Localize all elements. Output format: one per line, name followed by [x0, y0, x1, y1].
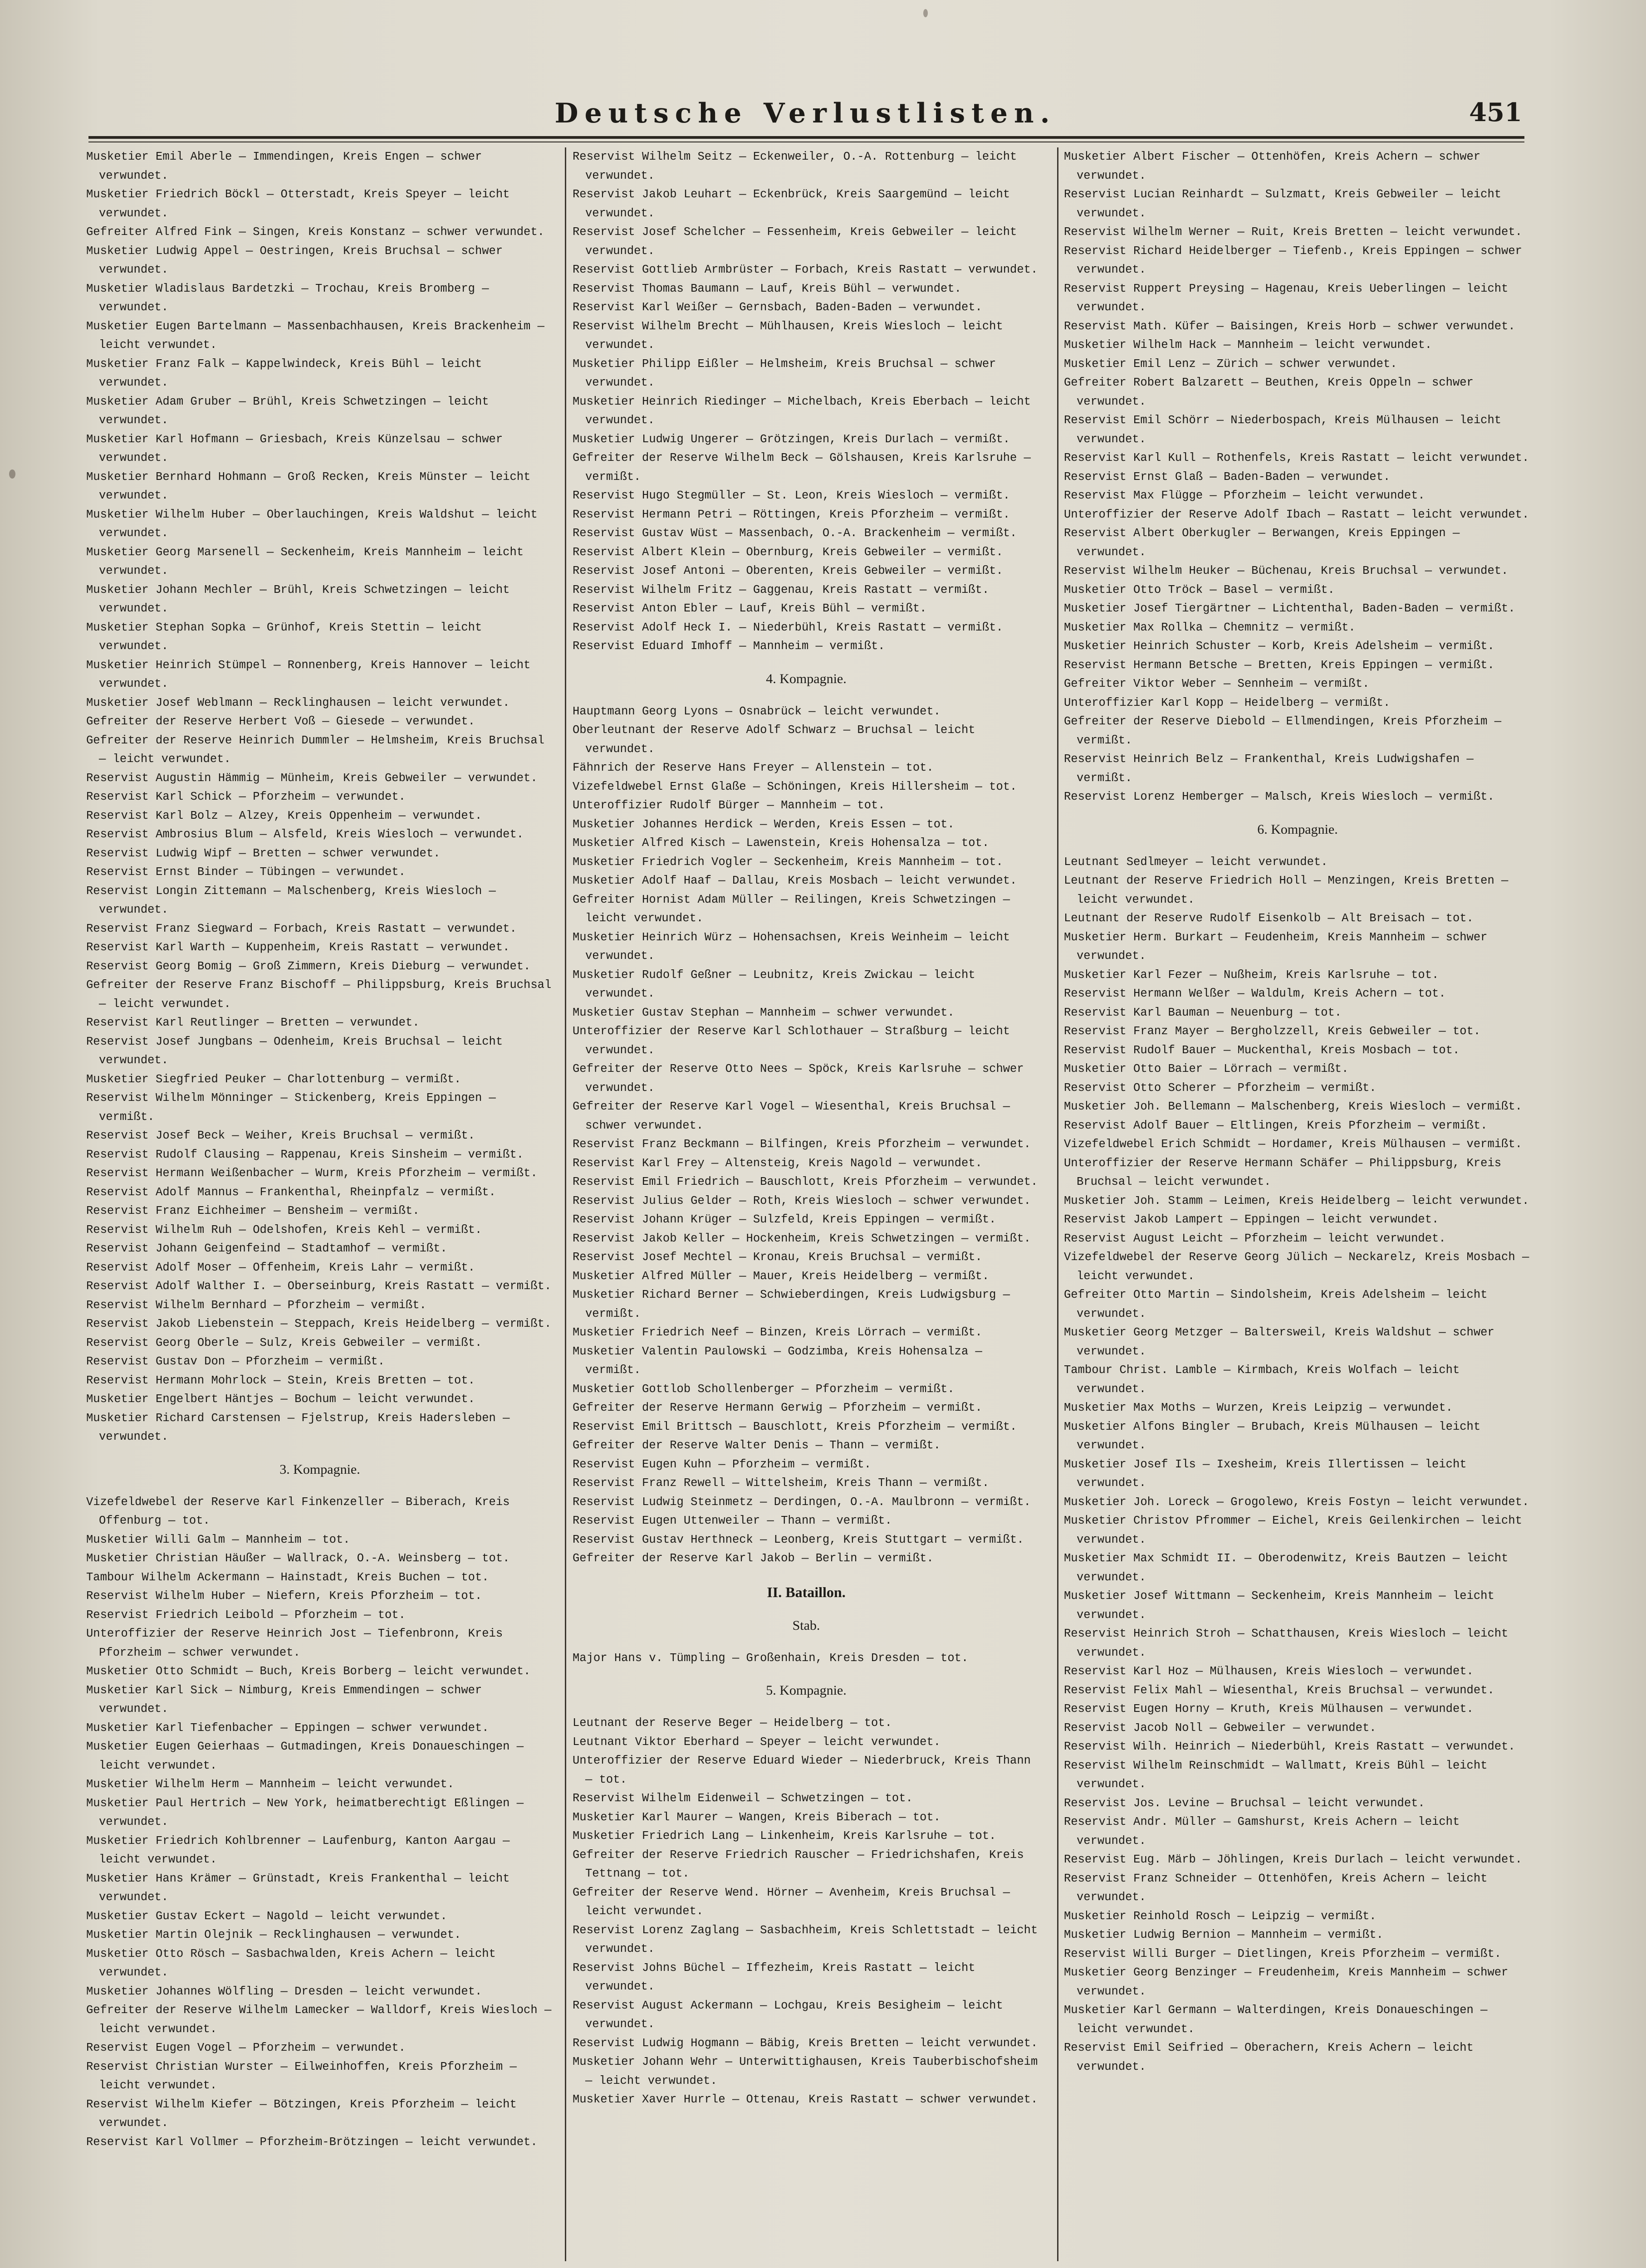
casualty-entry: Gefreiter der Reserve Karl Vogel — Wiesenthal, Kreis Bruchsal — schwer verwundet.: [573, 1100, 1010, 1132]
page-title: Deutsche Verlustlisten.: [554, 98, 1056, 129]
casualty-entry: Gefreiter der Reserve Otto Nees — Spöck, Kreis Karlsruhe — schwer verwundet.: [573, 1062, 1024, 1095]
column-divider-1: [565, 147, 566, 2261]
casualty-entry: Reservist Hermann Mohrlock — Stein, Kreis Bretten — tot.: [86, 1374, 475, 1387]
casualty-entry: Musketier Heinrich Riedinger — Michelbach, Kreis Eberbach — leicht verwundet.: [573, 395, 1031, 427]
casualty-entry: Musketier Karl Tiefenbacher — Eppingen — schwer verwundet.: [86, 1721, 489, 1735]
casualty-entry: Reservist Heinrich Stroh — Schatthausen, Kreis Wiesloch — leicht verwundet.: [1064, 1627, 1509, 1659]
casualty-entry: Musketier Ludwig Appel — Oestringen, Kreis Bruchsal — schwer verwundet.: [86, 244, 503, 276]
casualty-entry: Reservist Emil Schörr — Niederbospach, Kreis Mülhausen — leicht verwundet.: [1064, 414, 1502, 446]
casualty-entry: Reservist Karl Reutlinger — Bretten — verwundet.: [86, 1016, 420, 1029]
casualty-entry: Musketier Herm. Burkart — Feudenheim, Kreis Mannheim — schwer verwundet.: [1064, 930, 1488, 963]
casualty-entry: Reservist Franz Eichheimer — Bensheim — vermißt.: [86, 1204, 420, 1217]
casualty-entry: Reservist Josef Jungbans — Odenheim, Kreis Bruchsal — leicht verwundet.: [86, 1035, 503, 1067]
casualty-entry: Reservist Thomas Baumann — Lauf, Kreis Bühl — verwundet.: [573, 282, 961, 295]
casualty-entry: Reservist Ernst Binder — Tübingen — verwundet.: [86, 865, 406, 879]
casualty-entry: Reservist Felix Mahl — Wiesenthal, Kreis Bruchsal — verwundet.: [1064, 1683, 1494, 1697]
casualty-entry: Tambour Wilhelm Ackermann — Hainstadt, Kreis Buchen — tot.: [86, 1570, 489, 1584]
casualty-entry: Reservist Ludwig Hogmann — Bäbig, Kreis Bretten — leicht verwundet.: [573, 2036, 1038, 2050]
casualty-entry: Musketier Alfred Kisch — Lawenstein, Kreis Hohensalza — tot.: [573, 836, 990, 850]
casualty-entry: Reservist Ludwig Steinmetz — Derdingen, O.-A. Maulbronn — vermißt.: [573, 1495, 1031, 1509]
casualty-entry: Reservist Christian Wurster — Eilweinhoffen, Kreis Pforzheim — leicht verwundet.: [86, 2060, 517, 2092]
column-2: [573, 147, 1040, 2268]
casualty-entry: Musketier Valentin Paulowski — Godzimba, Kreis Hohensalza — vermißt.: [573, 1344, 982, 1377]
casualty-entry: Musketier Josef Weblmann — Recklinghausen — leicht verwundet.: [86, 696, 510, 709]
casualty-entry: Reservist Wilhelm Werner — Ruit, Kreis Bretten — leicht verwundet.: [1064, 225, 1522, 239]
casualty-entry: Reservist Hermann Petri — Röttingen, Kreis Pforzheim — vermißt.: [573, 508, 1010, 521]
casualty-entry: Reservist Karl Warth — Kuppenheim, Kreis Rastatt — verwundet.: [86, 941, 510, 954]
casualty-entry: Musketier Josef Wittmann — Seckenheim, Kreis Mannheim — leicht verwundet.: [1064, 1589, 1494, 1622]
casualty-entry: Reservist Wilhelm Mönninger — Stickenberg, Kreis Eppingen — vermißt.: [86, 1091, 496, 1124]
casualty-entry: Reservist Richard Heidelberger — Tiefenb., Kreis Eppingen — schwer verwundet.: [1064, 244, 1522, 276]
casualty-entry: Reservist Hugo Stegmüller — St. Leon, Kreis Wiesloch — vermißt.: [573, 489, 1010, 502]
casualty-entry: Musketier Karl Maurer — Wangen, Kreis Biberach — tot.: [573, 1810, 941, 1824]
casualty-entry: Unteroffizier Rudolf Bürger — Mannheim — tot.: [573, 799, 885, 812]
casualty-entry: Reservist Franz Siegward — Forbach, Kreis Rastatt — verwundet.: [86, 922, 517, 935]
casualty-entry: Musketier Richard Berner — Schwieberdingen, Kreis Ludwigsburg — vermißt.: [573, 1288, 1010, 1320]
casualty-entry: Leutnant Sedlmeyer — leicht verwundet.: [1064, 855, 1328, 869]
casualty-entry: Musketier Johannes Wölfling — Dresden — leicht verwundet.: [86, 1984, 482, 1998]
casualty-entry: Reservist Jos. Levine — Bruchsal — leicht verwundet.: [1064, 1796, 1425, 1810]
casualty-entry: Vizefeldwebel Erich Schmidt — Hordamer, Kreis Mülhausen — vermißt.: [1064, 1138, 1522, 1151]
casualty-entry: Reservist Wilhelm Reinschmidt — Wallmatt, Kreis Bühl — leicht verwundet.: [1064, 1759, 1488, 1791]
casualty-entry: Reservist Eugen Vogel — Pforzheim — verwundet.: [86, 2041, 406, 2054]
casualty-entry: Musketier Joh. Stamm — Leimen, Kreis Heidelberg — leicht verwundet.: [1064, 1194, 1529, 1207]
casualty-entry: Musketier Eugen Geierhaas — Gutmadingen, Kreis Donaueschingen — leicht verwundet.: [86, 1740, 524, 1772]
casualty-entry: Musketier Wilhelm Huber — Oberlauchingen, Kreis Waldshut — leicht verwundet.: [86, 508, 538, 540]
casualty-entry: Musketier Georg Benzinger — Freudenheim, Kreis Mannheim — schwer verwundet.: [1064, 1966, 1509, 1998]
casualty-entry: Gefreiter Alfred Fink — Singen, Kreis Konstanz — schwer verwundet.: [86, 225, 544, 239]
casualty-entry: Reservist Gustav Herthneck — Leonberg, Kreis Stuttgart — vermißt.: [573, 1533, 1024, 1546]
casualty-entry: Musketier Adam Gruber — Brühl, Kreis Schwetzingen — leicht verwundet.: [86, 395, 489, 427]
column-divider-2: [1057, 147, 1058, 2261]
casualty-entry: Reservist Eugen Horny — Kruth, Kreis Mülhausen — verwundet.: [1064, 1702, 1474, 1716]
casualty-entry: Reservist Math. Küfer — Baisingen, Kreis Horb — schwer verwundet.: [1064, 319, 1515, 333]
casualty-entry: Musketier Josef Ils — Ixesheim, Kreis Illertissen — leicht verwundet.: [1064, 1457, 1467, 1490]
casualty-entry: Gefreiter der Reserve Walter Denis — Thann — vermißt.: [573, 1439, 941, 1452]
casualty-entry: Musketier Max Moths — Wurzen, Kreis Leipzig — verwundet.: [1064, 1401, 1453, 1414]
casualty-entry: Musketier Christov Pfrommer — Eichel, Kreis Geilenkirchen — leicht verwundet.: [1064, 1514, 1522, 1546]
casualty-entry: Reservist Franz Rewell — Wittelsheim, Kreis Thann — vermißt.: [573, 1476, 990, 1490]
casualty-entry: Unteroffizier Karl Kopp — Heidelberg — vermißt.: [1064, 696, 1391, 709]
casualty-entry: Gefreiter der Reserve Karl Jakob — Berlin — vermißt.: [573, 1552, 934, 1565]
casualty-entry: Reservist Willi Burger — Dietlingen, Kreis Pforzheim — vermißt.: [1064, 1947, 1502, 1960]
casualty-entry: Reservist Gottlieb Armbrüster — Forbach, Kreis Rastatt — verwundet.: [573, 263, 1038, 276]
casualty-entry: Reservist Gustav Wüst — Massenbach, O.-A. Brackenheim — vermißt.: [573, 527, 1017, 540]
ink-spot: [923, 9, 928, 17]
casualty-entry: Musketier Otto Schmidt — Buch, Kreis Borberg — leicht verwundet.: [86, 1665, 531, 1678]
casualty-entry: Musketier Max Schmidt II. — Oberodenwitz, Kreis Bautzen — leicht verwundet.: [1064, 1552, 1509, 1584]
casualty-entry: Oberleutnant der Reserve Adolf Schwarz — Bruchsal — leicht verwundet.: [573, 723, 975, 756]
casualty-entry: Musketier Karl Germann — Walterdingen, Kreis Donaueschingen — leicht verwundet.: [1064, 2004, 1488, 2036]
casualty-entry: Reservist Julius Gelder — Roth, Kreis Wiesloch — schwer verwundet.: [573, 1194, 1031, 1207]
casualty-entry: Reservist Adolf Heck I. — Niederbühl, Kreis Rastatt — vermißt.: [573, 621, 1003, 634]
casualty-entry: Musketier Alfred Müller — Mauer, Kreis Heidelberg — vermißt.: [573, 1269, 990, 1283]
casualty-entry: Gefreiter der Reserve Franz Bischoff — Philippsburg, Kreis Bruchsal — leicht verwundet.: [86, 978, 552, 1011]
casualty-entry: Musketier Otto Rösch — Sasbachwalden, Kreis Achern — leicht verwundet.: [86, 1947, 496, 1979]
casualty-entry: Leutnant der Reserve Rudolf Eisenkolb — Alt Breisach — tot.: [1064, 912, 1474, 925]
casualty-entry: Reservist Albert Oberkugler — Berwangen, Kreis Eppingen — verwundet.: [1064, 527, 1460, 559]
page-number: 451: [1469, 98, 1522, 127]
casualty-entry: Gefreiter Robert Balzarett — Beuthen, Kreis Oppeln — schwer verwundet.: [1064, 376, 1474, 408]
casualty-entry: Reservist Emil Seifried — Oberachern, Kreis Achern — leicht verwundet.: [1064, 2041, 1474, 2073]
casualty-entry: Reservist Johann Krüger — Sulzfeld, Kreis Eppingen — vermißt.: [573, 1213, 996, 1226]
casualty-entry: Reservist Eugen Kuhn — Pforzheim — vermißt.: [573, 1457, 872, 1471]
casualty-entry: Reservist Karl Frey — Altensteig, Kreis Nagold — verwundet.: [573, 1156, 982, 1170]
casualty-entry: Gefreiter Otto Martin — Sindolsheim, Kreis Adelsheim — leicht verwundet.: [1064, 1288, 1488, 1320]
casualty-entry: Reservist Franz Schneider — Ottenhöfen, Kreis Achern — leicht verwundet.: [1064, 1872, 1488, 1904]
column-3: [1064, 147, 1531, 2268]
casualty-entry: Reservist Johann Geigenfeind — Stadtamhof — vermißt.: [86, 1242, 447, 1255]
casualty-entry: Musketier Gustav Eckert — Nagold — leicht verwundet.: [86, 1909, 447, 1923]
casualty-entry: Musketier Franz Falk — Kappelwindeck, Kreis Bühl — leicht verwundet.: [86, 357, 482, 389]
casualty-entry: Musketier Richard Carstensen — Fjelstrup, Kreis Hadersleben — verwundet.: [86, 1411, 510, 1443]
ink-spot: [9, 469, 15, 479]
casualty-entry: Reservist Adolf Walther I. — Oberseinburg, Kreis Rastatt — vermißt.: [86, 1280, 552, 1293]
casualty-entry: Gefreiter Hornist Adam Müller — Reilingen, Kreis Schwetzingen — leicht verwundet.: [573, 893, 1010, 925]
casualty-entry: Reservist Johns Büchel — Iffezheim, Kreis Rastatt — leicht verwundet.: [573, 1961, 975, 1993]
casualty-entry: Musketier Johann Wehr — Unterwittighausen, Kreis Tauberbischofsheim — leicht verwundet.: [573, 2055, 1038, 2087]
casualty-entry: Reservist Wilhelm Kiefer — Bötzingen, Kreis Pforzheim — leicht verwundet.: [86, 2097, 517, 2130]
casualty-entry: Reservist Wilhelm Fritz — Gaggenau, Kreis Rastatt — vermißt.: [573, 583, 990, 596]
casualty-entry: Unteroffizier der Reserve Hermann Schäfer — Philippsburg, Kreis Bruchsal — leicht verwundet.: [1064, 1156, 1502, 1188]
casualty-entry: Hauptmann Georg Lyons — Osnabrück — leicht verwundet.: [573, 704, 941, 718]
casualty-entry: Reservist Rudolf Bauer — Muckenthal, Kreis Mosbach — tot.: [1064, 1043, 1460, 1057]
casualty-entry: Reservist Emil Brittsch — Bauschlott, Kreis Pforzheim — vermißt.: [573, 1420, 1017, 1433]
section-heading: II. Bataillon.: [767, 1584, 846, 1600]
casualty-entry: Musketier Stephan Sopka — Grünhof, Kreis Stettin — leicht verwundet.: [86, 621, 482, 653]
casualty-entry: Musketier Joh. Bellemann — Malschenberg, Kreis Wiesloch — vermißt.: [1064, 1100, 1522, 1113]
casualty-entry: Reservist Josef Schelcher — Fessenheim, Kreis Gebweiler — leicht verwundet.: [573, 225, 1017, 258]
casualty-entry: Gefreiter der Reserve Wilhelm Lamecker — Walldorf, Kreis Wiesloch — leicht verwundet.: [86, 2004, 552, 2036]
casualty-entry: Musketier Heinrich Schuster — Korb, Kreis Adelsheim — vermißt.: [1064, 640, 1494, 653]
casualty-entry: Musketier Max Rollka — Chemnitz — vermißt.: [1064, 621, 1356, 634]
casualty-entry: Musketier Wilhelm Herm — Mannheim — leicht verwundet.: [86, 1778, 455, 1791]
casualty-entry: Reservist Adolf Mannus — Frankenthal, Rheinpfalz — vermißt.: [86, 1185, 496, 1199]
casualty-entry: Reservist August Ackermann — Lochgau, Kreis Besigheim — leicht verwundet.: [573, 1999, 1003, 2031]
casualty-entry: Musketier Friedrich Böckl — Otterstadt, Kreis Speyer — leicht verwundet.: [86, 188, 510, 220]
casualty-entry: Musketier Hans Krämer — Grünstadt, Kreis Frankenthal — leicht verwundet.: [86, 1872, 510, 1904]
casualty-entry: Reservist Wilh. Heinrich — Niederbühl, Kreis Rastatt — verwundet.: [1064, 1740, 1515, 1753]
casualty-entry: Leutnant der Reserve Friedrich Holl — Menzingen, Kreis Bretten — leicht verwundet.: [1064, 874, 1509, 906]
casualty-entry: Reservist Jakob Leuhart — Eckenbrück, Kreis Saargemünd — leicht verwundet.: [573, 188, 1010, 220]
casualty-entry: Musketier Ludwig Bernion — Mannheim — vermißt.: [1064, 1928, 1383, 1941]
casualty-entry: Musketier Christian Häußer — Wallrack, O.-A. Weinsberg — tot.: [86, 1552, 510, 1565]
casualty-entry: Reservist Jakob Lampert — Eppingen — leicht verwundet.: [1064, 1213, 1439, 1226]
casualty-entry: Musketier Johannes Herdick — Werden, Kreis Essen — tot.: [573, 817, 955, 831]
casualty-entry: Gefreiter der Reserve Wilhelm Beck — Gölshausen, Kreis Karlsruhe — vermißt.: [573, 451, 1031, 484]
casualty-entry: Unteroffizier der Reserve Adolf Ibach — Rastatt — leicht verwundet.: [1064, 508, 1529, 521]
section-heading: 4. Kompagnie.: [766, 671, 847, 686]
casualty-entry: Reservist Lorenz Zaglang — Sasbachheim, Kreis Schlettstadt — leicht verwundet.: [573, 1923, 1038, 1955]
casualty-entry: Reservist Franz Beckmann — Bilfingen, Kreis Pforzheim — verwundet.: [573, 1138, 1031, 1151]
casualty-entry: Reservist Jakob Keller — Hockenheim, Kreis Schwetzingen — vermißt.: [573, 1232, 1031, 1245]
casualty-entry: Gefreiter der Reserve Herbert Voß — Giesede — verwundet.: [86, 715, 475, 728]
casualty-entry: Reservist Lucian Reinhardt — Sulzmatt, Kreis Gebweiler — leicht verwundet.: [1064, 188, 1502, 220]
page-header: [88, 98, 1522, 134]
casualty-entry: Reservist Wilhelm Bernhard — Pforzheim — vermißt.: [86, 1298, 426, 1312]
casualty-entry: Musketier Paul Hertrich — New York, heimatberechtigt Eßlingen — verwundet.: [86, 1796, 524, 1828]
casualty-entry: Musketier Friedrich Vogler — Seckenheim, Kreis Mannheim — tot.: [573, 855, 1003, 869]
casualty-entry: Tambour Christ. Lamble — Kirmbach, Kreis Wolfach — leicht verwundet.: [1064, 1364, 1460, 1396]
casualty-entry: Leutnant der Reserve Beger — Heidelberg — tot.: [573, 1716, 892, 1730]
casualty-entry: Musketier Gottlob Schollenberger — Pforzheim — vermißt.: [573, 1382, 955, 1396]
casualty-entry: Reservist Andr. Müller — Gamshurst, Kreis Achern — leicht verwundet.: [1064, 1815, 1460, 1848]
section-heading: 5. Kompagnie.: [766, 1683, 847, 1698]
casualty-entry: Musketier Friedrich Neef — Binzen, Kreis Lörrach — vermißt.: [573, 1326, 982, 1339]
casualty-entry: Reservist Karl Kull — Rothenfels, Kreis Rastatt — leicht verwundet.: [1064, 451, 1529, 464]
casualty-entry: Reservist Eduard Imhoff — Mannheim — vermißt.: [573, 640, 885, 653]
casualty-entry: Musketier Otto Baier — Lörrach — vermißt.: [1064, 1062, 1349, 1075]
casualty-entry: Reservist Hermann Betsche — Bretten, Kreis Eppingen — vermißt.: [1064, 658, 1494, 672]
casualty-entry: Leutnant Viktor Eberhard — Speyer — leicht verwundet.: [573, 1735, 941, 1749]
casualty-entry: Musketier Gustav Stephan — Mannheim — schwer verwundet.: [573, 1006, 955, 1019]
casualty-entry: Reservist Eugen Uttenweiler — Thann — vermißt.: [573, 1514, 892, 1527]
casualty-entry: Reservist Ruppert Preysing — Hagenau, Kreis Ueberlingen — leicht verwundet.: [1064, 282, 1509, 314]
casualty-entry: Reservist Jacob Noll — Gebweiler — verwundet.: [1064, 1721, 1377, 1735]
casualty-entry: Musketier Alfons Bingler — Brubach, Kreis Mülhausen — leicht verwundet.: [1064, 1420, 1481, 1452]
casualty-entry: Reservist Josef Antoni — Oberenten, Kreis Gebweiler — vermißt.: [573, 564, 1003, 577]
casualty-entry: Musketier Adolf Haaf — Dallau, Kreis Mosbach — leicht verwundet.: [573, 874, 1017, 887]
casualty-entry: Reservist Friedrich Leibold — Pforzheim — tot.: [86, 1608, 406, 1622]
casualty-entry: Musketier Rudolf Geßner — Leubnitz, Kreis Zwickau — leicht verwundet.: [573, 968, 975, 1000]
casualty-entry: Reservist Wilhelm Brecht — Mühlhausen, Kreis Wiesloch — leicht verwundet.: [573, 319, 1003, 352]
casualty-entry: Reservist Hermann Welßer — Waldulm, Kreis Achern — tot.: [1064, 987, 1446, 1000]
casualty-entry: Reservist Rudolf Clausing — Rappenau, Kreis Sinsheim — vermißt.: [86, 1148, 524, 1161]
casualty-entry: Musketier Heinrich Würz — Hohensachsen, Kreis Weinheim — leicht verwundet.: [573, 930, 1010, 963]
casualty-entry: Musketier Heinrich Stümpel — Ronnenberg, Kreis Hannover — leicht verwundet.: [86, 658, 531, 690]
casualty-entry: Reservist Georg Oberle — Sulz, Kreis Gebweiler — vermißt.: [86, 1336, 482, 1349]
casualty-entry: Vizefeldwebel der Reserve Georg Jülich — Neckarelz, Kreis Mosbach — leicht verwundet.: [1064, 1251, 1529, 1283]
casualty-entry: Reservist Ludwig Wipf — Bretten — schwer verwundet.: [86, 846, 441, 860]
casualty-entry: Fähnrich der Reserve Hans Freyer — Allenstein — tot.: [573, 761, 934, 774]
casualty-entry: Reservist Karl Hoz — Mülhausen, Kreis Wiesloch — verwundet.: [1064, 1665, 1474, 1678]
casualty-entry: Reservist Josef Mechtel — Kronau, Kreis Bruchsal — vermißt.: [573, 1251, 982, 1264]
casualty-entry: Reservist Wilhelm Heuker — Büchenau, Kreis Bruchsal — verwundet.: [1064, 564, 1509, 577]
section-heading: 6. Kompagnie.: [1257, 821, 1338, 837]
casualty-entry: Reservist Wilhelm Eidenweil — Schwetzingen — tot.: [573, 1792, 913, 1805]
casualty-entry: Musketier Xaver Hurrle — Ottenau, Kreis Rastatt — schwer verwundet.: [573, 2093, 1038, 2106]
casualty-entry: Reservist Gustav Don — Pforzheim — vermißt.: [86, 1355, 385, 1368]
casualty-entry: Reservist Karl Weißer — Gernsbach, Baden-Baden — verwundet.: [573, 301, 982, 314]
casualty-entry: Unteroffizier der Reserve Karl Schlothauer — Straßburg — leicht verwundet.: [573, 1025, 1010, 1057]
casualty-entry: Musketier Siegfried Peuker — Charlottenburg — vermißt.: [86, 1072, 461, 1086]
casualty-entry: Musketier Wilhelm Hack — Mannheim — leicht verwundet.: [1064, 338, 1432, 352]
header-rule-thick: [88, 136, 1524, 139]
casualty-entry: Musketier Friedrich Kohlbrenner — Laufenburg, Kanton Aargau — leicht verwundet.: [86, 1834, 510, 1866]
casualty-entry: Reservist Wilhelm Ruh — Odelshofen, Kreis Kehl — vermißt.: [86, 1223, 482, 1237]
casualty-entry: Musketier Reinhold Rosch — Leipzig — vermißt.: [1064, 1909, 1377, 1923]
casualty-entry: Reservist Karl Schick — Pforzheim — verwundet.: [86, 790, 406, 803]
casualty-entry: Gefreiter der Reserve Heinrich Dummler — Helmsheim, Kreis Bruchsal — leicht verwundet.: [86, 733, 544, 766]
casualty-entry: Reservist Otto Scherer — Pforzheim — vermißt.: [1064, 1081, 1377, 1095]
casualty-entry: Gefreiter der Reserve Wend. Hörner — Avenheim, Kreis Bruchsal — leicht verwundet.: [573, 1886, 1010, 1918]
casualty-entry: Reservist Heinrich Belz — Frankenthal, Kreis Ludwigshafen — vermißt.: [1064, 753, 1474, 785]
casualty-entry: Reservist Albert Klein — Obernburg, Kreis Gebweiler — vermißt.: [573, 545, 1003, 559]
casualty-entry: Reservist Lorenz Hemberger — Malsch, Kreis Wiesloch — vermißt.: [1064, 790, 1494, 803]
casualty-entry: Reservist Ambrosius Blum — Alsfeld, Kreis Wiesloch — verwundet.: [86, 828, 524, 841]
casualty-entry: Musketier Georg Metzger — Baltersweil, Kreis Waldshut — schwer verwundet.: [1064, 1326, 1494, 1358]
casualty-entry: Musketier Philipp Eißler — Helmsheim, Kreis Bruchsal — schwer verwundet.: [573, 357, 996, 389]
casualty-entry: Reservist August Leicht — Pforzheim — leicht verwundet.: [1064, 1232, 1446, 1245]
casualty-entry: Reservist Eug. Märb — Jöhlingen, Kreis Durlach — leicht verwundet.: [1064, 1853, 1522, 1866]
casualty-entry: Reservist Ernst Glaß — Baden-Baden — verwundet.: [1064, 470, 1391, 484]
casualty-entry: Musketier Karl Sick — Nimburg, Kreis Emmendingen — schwer verwundet.: [86, 1683, 482, 1716]
casualty-entry: Musketier Friedrich Lang — Linkenheim, Kreis Karlsruhe — tot.: [573, 1829, 996, 1843]
casualty-entry: Gefreiter der Reserve Hermann Gerwig — Pforzheim — vermißt.: [573, 1401, 982, 1414]
casualty-entry: Vizefeldwebel Ernst Glaße — Schöningen, Kreis Hillersheim — tot.: [573, 780, 1017, 793]
casualty-entry: Musketier Wladislaus Bardetzki — Trochau, Kreis Bromberg — verwundet.: [86, 282, 489, 314]
casualty-entry: Reservist Longin Zittemann — Malschenberg, Kreis Wiesloch — verwundet.: [86, 884, 496, 916]
casualty-entry: Musketier Georg Marsenell — Seckenheim, Kreis Mannheim — leicht verwundet.: [86, 545, 524, 577]
casualty-entry: Gefreiter der Reserve Friedrich Rauscher — Friedrichshafen, Kreis Tettnang — tot.: [573, 1848, 1024, 1880]
casualty-entry: Major Hans v. Tümpling — Großenhain, Kreis Dresden — tot.: [573, 1651, 969, 1665]
casualty-entry: Musketier Joh. Loreck — Grogolewo, Kreis Fostyn — leicht verwundet.: [1064, 1495, 1529, 1509]
casualty-entry: Reservist Jakob Liebenstein — Steppach, Kreis Heidelberg — vermißt.: [86, 1317, 552, 1330]
casualty-entry: Musketier Albert Fischer — Ottenhöfen, Kreis Achern — schwer verwundet.: [1064, 150, 1481, 182]
casualty-entry: Musketier Josef Tiergärtner — Lichtenthal, Baden-Baden — vermißt.: [1064, 602, 1515, 615]
casualty-entry: Reservist Karl Bauman — Neuenburg — tot.: [1064, 1006, 1342, 1019]
casualty-entry: Unteroffizier der Reserve Eduard Wieder — Niederbruck, Kreis Thann — tot.: [573, 1754, 1031, 1786]
casualty-entry: Reservist Max Flügge — Pforzheim — leicht verwundet.: [1064, 489, 1425, 502]
casualty-entry: Reservist Augustin Hämmig — Münheim, Kreis Gebweiler — verwundet.: [86, 771, 538, 785]
casualty-entry: Gefreiter Viktor Weber — Sennheim — vermißt.: [1064, 677, 1370, 690]
casualty-entry: Reservist Franz Mayer — Bergholzzell, Kreis Gebweiler — tot.: [1064, 1025, 1481, 1038]
casualty-entry: Musketier Johann Mechler — Brühl, Kreis Schwetzingen — leicht verwundet.: [86, 583, 510, 615]
casualty-entry: Musketier Engelbert Häntjes — Bochum — leicht verwundet.: [86, 1393, 475, 1406]
casualty-entry: Musketier Bernhard Hohmann — Groß Recken, Kreis Münster — leicht verwundet.: [86, 470, 531, 502]
casualty-entry: Reservist Wilhelm Huber — Niefern, Kreis Pforzheim — tot.: [86, 1589, 482, 1603]
casualty-entry: Musketier Emil Aberle — Immendingen, Kreis Engen — schwer verwundet.: [86, 150, 482, 182]
casualty-entry: Gefreiter der Reserve Diebold — Ellmendingen, Kreis Pforzheim — vermißt.: [1064, 715, 1502, 747]
casualty-entry: Reservist Karl Bolz — Alzey, Kreis Oppenheim — verwundet.: [86, 809, 482, 822]
section-heading: Stab.: [792, 1618, 820, 1633]
casualty-entry: Vizefeldwebel der Reserve Karl Finkenzeller — Biberach, Kreis Offenburg — tot.: [86, 1495, 510, 1527]
casualty-entry: Reservist Wilhelm Seitz — Eckenweiler, O.-A. Rottenburg — leicht verwundet.: [573, 150, 1017, 182]
casualty-entry: Reservist Anton Ebler — Lauf, Kreis Bühl — vermißt.: [573, 602, 927, 615]
section-heading: 3. Kompagnie.: [279, 1461, 360, 1477]
casualty-entry: Musketier Karl Hofmann — Griesbach, Kreis Künzelsau — schwer verwundet.: [86, 432, 503, 464]
casualty-entry: Musketier Martin Olejnik — Recklinghausen — verwundet.: [86, 1928, 461, 1941]
casualty-entry: Musketier Willi Galm — Mannheim — tot.: [86, 1533, 350, 1546]
casualty-entry: Reservist Josef Beck — Weiher, Kreis Bruchsal — vermißt.: [86, 1129, 475, 1142]
casualty-entry: Unteroffizier der Reserve Heinrich Jost — Tiefenbronn, Kreis Pforzheim — schwer verwundet.: [86, 1627, 503, 1659]
casualty-entry: Reservist Hermann Weißenbacher — Wurm, Kreis Pforzheim — vermißt.: [86, 1167, 538, 1180]
casualty-entry: Reservist Georg Bomig — Groß Zimmern, Kreis Dieburg — verwundet.: [86, 959, 531, 973]
column-1: [86, 147, 554, 2268]
casualty-entry: Reservist Karl Vollmer — Pforzheim-Brötzingen — leicht verwundet.: [86, 2135, 538, 2149]
casualty-entry: Musketier Ludwig Ungerer — Grötzingen, Kreis Durlach — vermißt.: [573, 432, 1010, 446]
casualty-entry: Musketier Otto Tröck — Basel — vermißt.: [1064, 583, 1335, 596]
casualty-entry: Reservist Adolf Moser — Offenheim, Kreis Lahr — vermißt.: [86, 1261, 475, 1274]
casualty-entry: Reservist Adolf Bauer — Eltlingen, Kreis Pforzheim — vermißt.: [1064, 1119, 1488, 1132]
casualty-entry: Reservist Emil Friedrich — Bauschlott, Kreis Pforzheim — verwundet.: [573, 1175, 1038, 1188]
casualty-entry: Musketier Eugen Bartelmann — Massenbachhausen, Kreis Brackenheim — leicht verwundet.: [86, 319, 544, 352]
casualty-entry: Musketier Emil Lenz — Zürich — schwer verwundet.: [1064, 357, 1397, 371]
casualty-entry: Musketier Karl Fezer — Nußheim, Kreis Karlsruhe — tot.: [1064, 968, 1439, 982]
